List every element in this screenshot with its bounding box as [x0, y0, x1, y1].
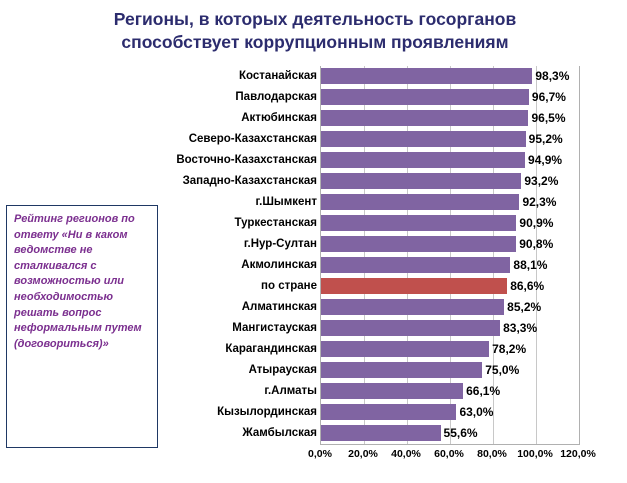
bar: [321, 68, 532, 84]
x-tick-label: 120,0%: [560, 448, 596, 460]
category-label: Восточно-Казахстанская: [176, 154, 317, 166]
bar: [321, 257, 510, 273]
category-label: по стране: [261, 280, 317, 292]
chart-row: [243, 234, 579, 255]
x-axis: [308, 444, 596, 468]
title-line-2: способствует коррупционным проявлениям: [121, 31, 509, 52]
category-label: Алматинская: [241, 301, 317, 313]
category-label: Атырауская: [248, 364, 317, 376]
bar: [321, 194, 519, 210]
value-label: 98,3%: [535, 69, 570, 83]
category-label: Мангистауская: [232, 322, 317, 334]
bar: [321, 299, 504, 315]
chart-row: [261, 276, 579, 297]
bar: [321, 362, 482, 378]
value-label: 94,9%: [528, 153, 563, 167]
chart-row: [241, 255, 579, 276]
category-label: Актюбинская: [241, 112, 317, 124]
category-label: г.Алматы: [264, 385, 317, 397]
value-label: 92,3%: [522, 195, 557, 209]
category-label: Западно-Казахстанская: [182, 175, 317, 187]
chart-row: [235, 87, 579, 108]
chart-row: [176, 150, 579, 171]
x-tick-label: 20,0%: [348, 448, 378, 460]
value-label: 90,9%: [519, 216, 554, 230]
value-label: 86,6%: [510, 279, 545, 293]
bar: [321, 131, 526, 147]
bar: [321, 236, 516, 252]
value-label: 95,2%: [528, 132, 563, 146]
bar: [321, 173, 521, 189]
value-label: 63,0%: [459, 405, 494, 419]
chart-row: [225, 339, 579, 360]
chart-row: [217, 402, 579, 423]
chart-row: [182, 171, 579, 192]
chart-row: [241, 108, 579, 129]
category-label: Кызылординская: [217, 406, 317, 418]
bar: [321, 425, 441, 441]
bar: [321, 215, 516, 231]
plot-area: [176, 66, 580, 444]
chart-row: [188, 129, 579, 150]
category-label: Павлодарская: [235, 91, 317, 103]
bar: [321, 404, 456, 420]
category-label: Карагандинская: [225, 343, 317, 355]
x-tick-label: 40,0%: [391, 448, 421, 460]
value-label: 93,2%: [524, 174, 559, 188]
value-label: 85,2%: [507, 300, 542, 314]
chart-row: [239, 66, 579, 87]
page-title: [30, 8, 600, 54]
chart-row: [248, 360, 579, 381]
bar: [321, 152, 525, 168]
chart-row: [242, 423, 579, 444]
title-line-1: Регионы, в которых деятельность госорганов: [113, 9, 517, 29]
category-label: г.Шымкент: [255, 196, 317, 208]
chart-row: [241, 297, 579, 318]
chart-row: [232, 318, 579, 339]
category-label: Костанайская: [239, 70, 317, 82]
value-label: 66,1%: [466, 384, 501, 398]
value-label: 88,1%: [513, 258, 548, 272]
category-label: Жамбылская: [242, 427, 317, 439]
x-tick-label: 100,0%: [517, 448, 553, 460]
value-label: 55,6%: [443, 426, 478, 440]
value-label: 90,8%: [519, 237, 554, 251]
note-text: Рейтинг регионов по ответу «Ни в каком ведомстве не сталкивался с возможностью или необходимостью решать вопрос неформальным путем (договориться)»: [14, 213, 142, 350]
category-label: Туркестанская: [234, 217, 317, 229]
chart-row: [264, 381, 579, 402]
category-label: Акмолинская: [241, 259, 317, 271]
bar: [321, 320, 500, 336]
value-label: 78,2%: [492, 342, 527, 356]
bar: [321, 89, 529, 105]
value-label: 75,0%: [485, 363, 520, 377]
bar: [321, 278, 507, 294]
value-label: 96,7%: [531, 90, 566, 104]
bar: [321, 341, 489, 357]
chart-row: [255, 192, 579, 213]
x-tick-label: 0,0%: [308, 448, 332, 460]
bar: [321, 383, 463, 399]
value-label: 96,5%: [531, 111, 566, 125]
value-label: 83,3%: [503, 321, 538, 335]
chart-row: [234, 213, 579, 234]
note-box: [6, 205, 158, 448]
x-tick-label: 60,0%: [434, 448, 464, 460]
category-label: Северо-Казахстанская: [188, 133, 317, 145]
category-label: г.Нур-Султан: [243, 238, 317, 250]
bar: [321, 110, 528, 126]
bar-chart: [172, 66, 620, 468]
x-tick-label: 80,0%: [477, 448, 507, 460]
